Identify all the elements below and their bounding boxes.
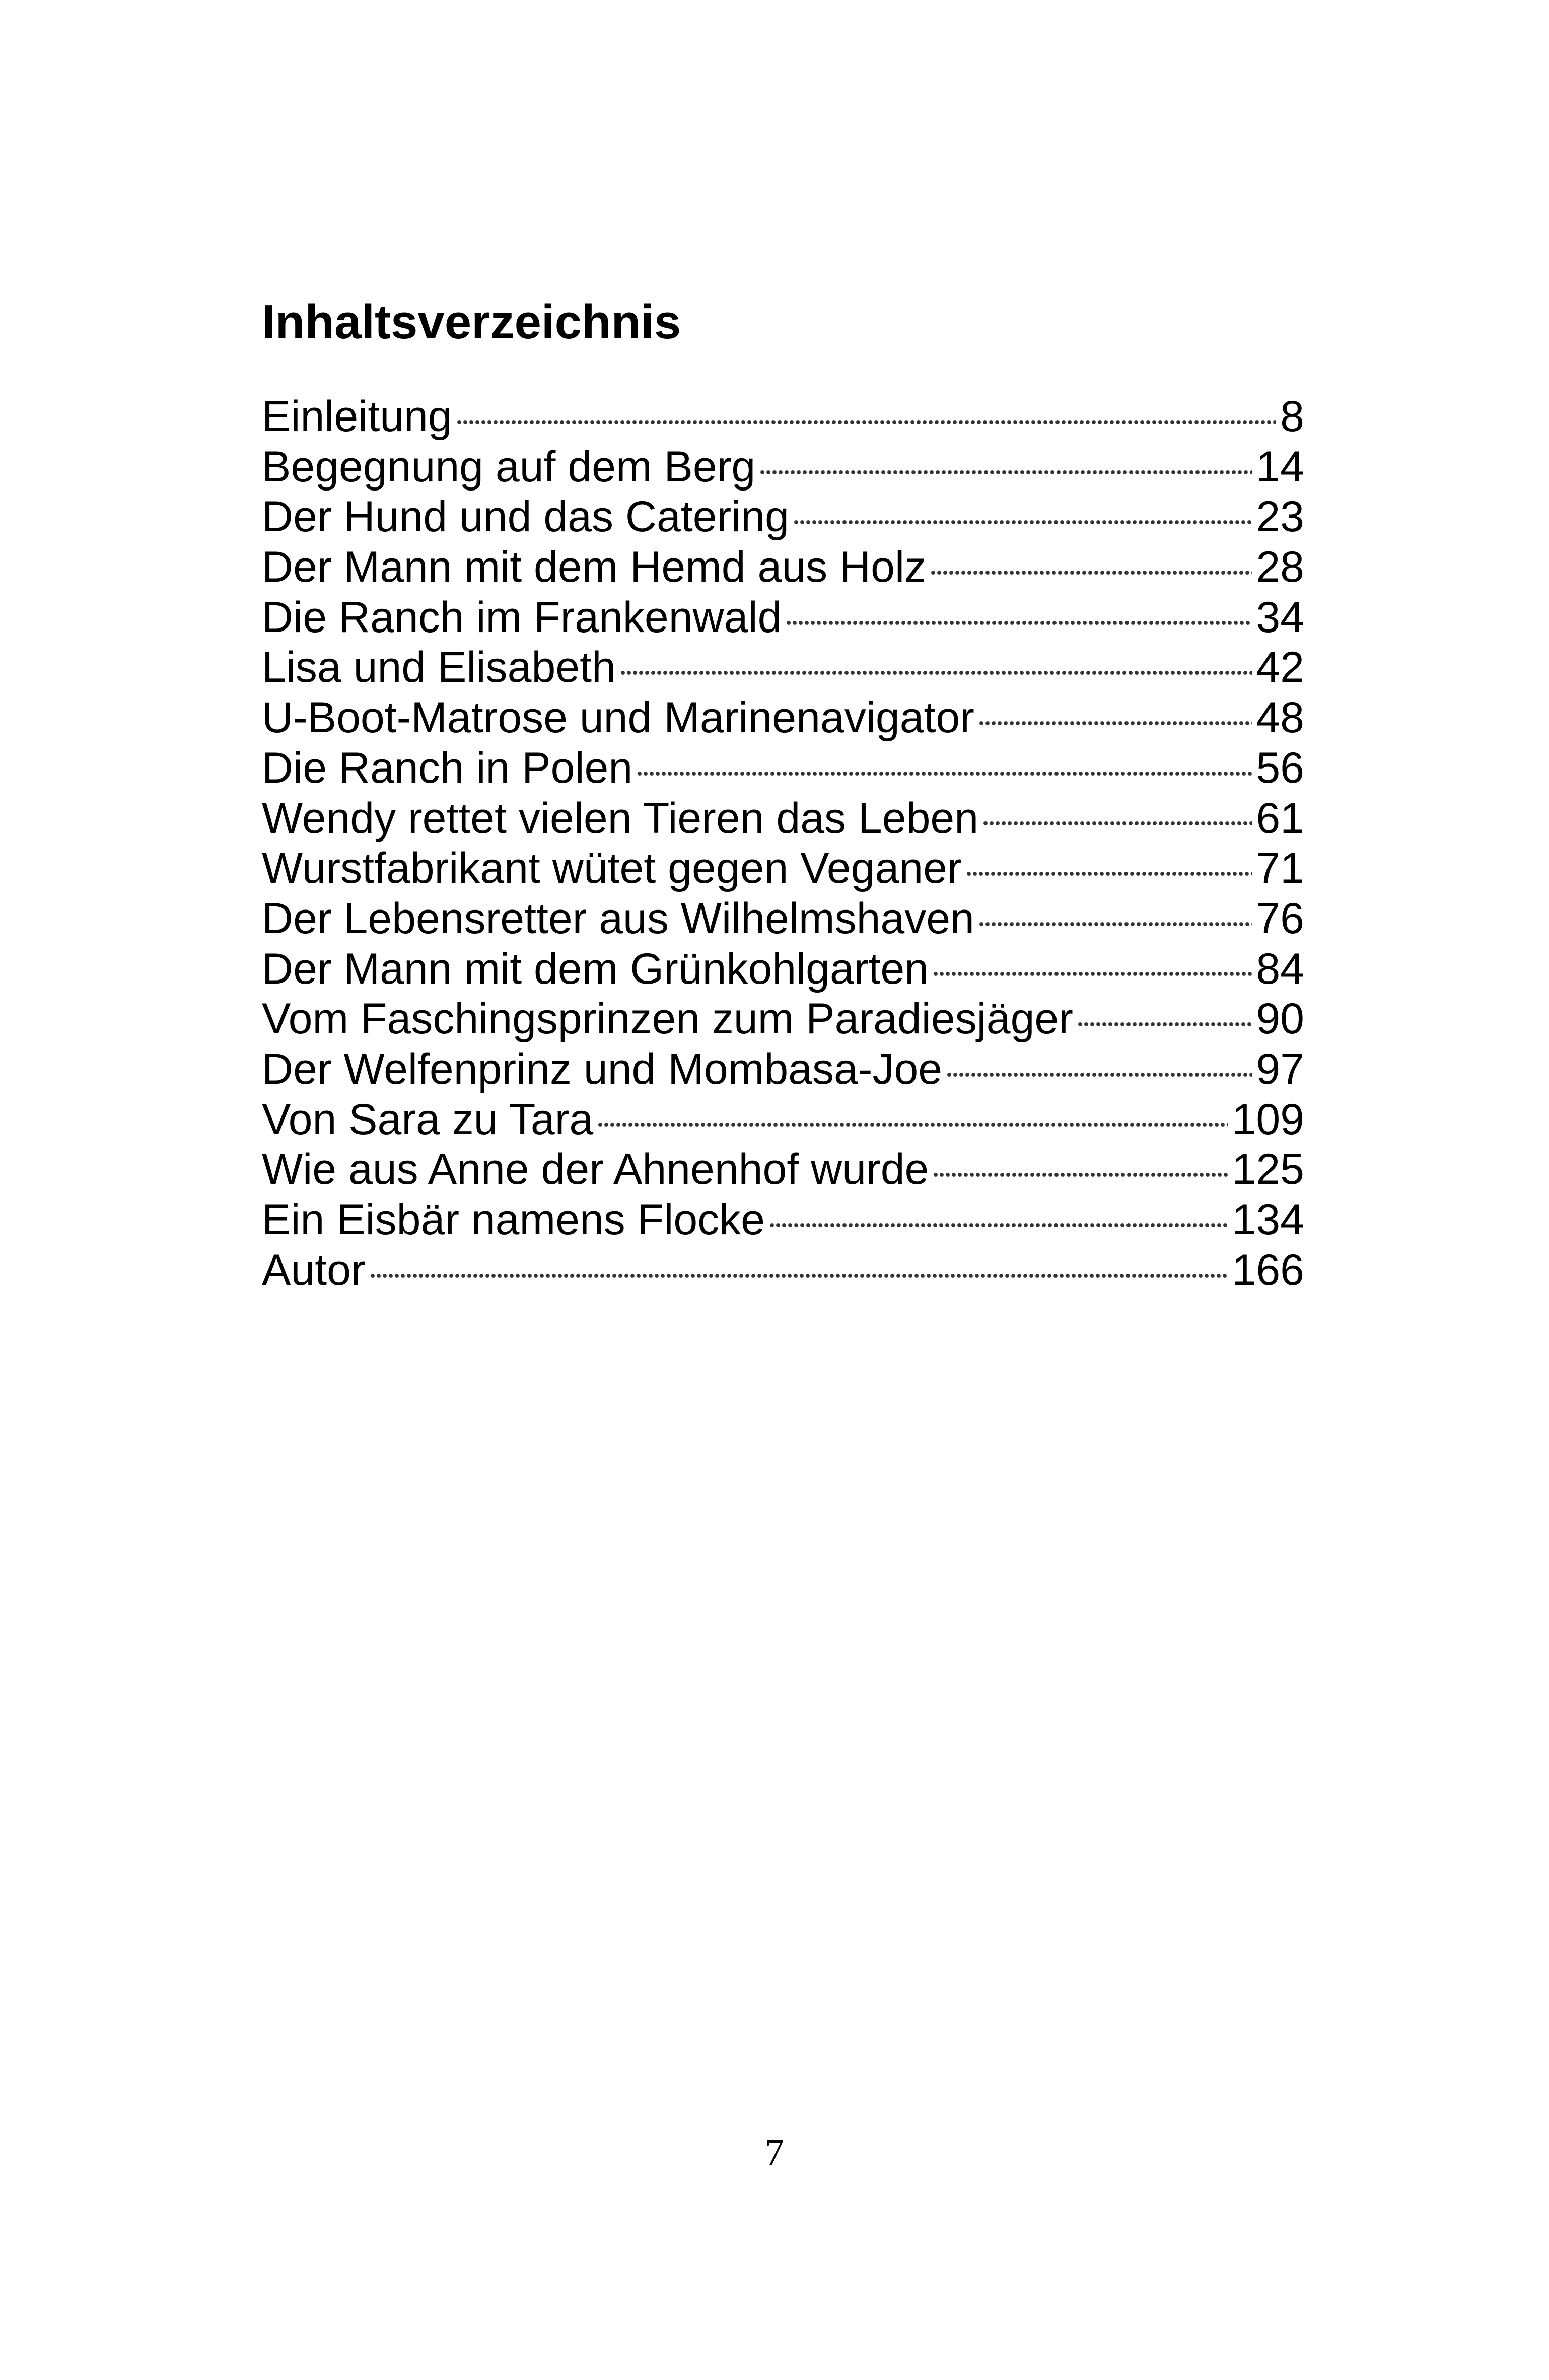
dot-leader [786, 620, 1252, 625]
toc-entry [262, 1145, 1304, 1195]
toc-entry [262, 1044, 1304, 1095]
toc-entry [262, 894, 1304, 944]
dot-leader [946, 1072, 1252, 1077]
toc-entry [262, 392, 1304, 442]
toc-entry-title: Begegnung auf dem Berg [262, 442, 756, 491]
dot-leader [769, 1223, 1228, 1228]
toc-entry-title: Einleitung [262, 392, 452, 441]
toc-entry-title: Wendy rettet vielen Tieren das Leben [262, 794, 979, 843]
toc-entry [262, 944, 1304, 995]
toc-entry-page: 76 [1256, 894, 1304, 943]
toc-entry [262, 643, 1304, 693]
toc-entry [262, 994, 1304, 1044]
toc-heading: Inhaltsverzeichnis [262, 295, 681, 349]
table-of-contents [262, 392, 1304, 1295]
toc-entry-title: Lisa und Elisabeth [262, 643, 616, 692]
toc-entry-title: Der Mann mit dem Hemd aus Holz [262, 543, 927, 592]
toc-entry-title: Die Ranch im Frankenwald [262, 593, 782, 642]
toc-entry [262, 593, 1304, 643]
dot-leader [370, 1273, 1228, 1278]
toc-entry [262, 542, 1304, 593]
dot-leader [637, 771, 1252, 776]
toc-entry-page: 97 [1256, 1044, 1304, 1093]
toc-entry-title: Wurstfabrikant wütet gegen Veganer [262, 844, 962, 893]
dot-leader [793, 520, 1252, 525]
toc-entry-page: 28 [1256, 543, 1304, 592]
toc-entry-page: 109 [1232, 1095, 1304, 1144]
dot-leader [1077, 1022, 1252, 1027]
toc-entry-page: 166 [1232, 1245, 1304, 1294]
toc-entry-page: 84 [1256, 944, 1304, 993]
toc-entry-title: U-Boot-Matrose und Marinenavigator [262, 693, 974, 742]
toc-entry-title: Ein Eisbär namens Flocke [262, 1196, 765, 1244]
dot-leader [933, 971, 1252, 976]
dot-leader [597, 1122, 1228, 1127]
dot-leader [456, 419, 1276, 425]
toc-entry-page: 71 [1256, 844, 1304, 893]
toc-entry-title: Der Lebensretter aus Wilhelmshaven [262, 894, 974, 943]
dot-leader [933, 1172, 1228, 1177]
toc-entry-page: 61 [1256, 794, 1304, 843]
toc-entry-title: Autor [262, 1245, 366, 1294]
dot-leader [966, 871, 1252, 876]
toc-entry [262, 693, 1304, 743]
dot-leader [759, 470, 1252, 475]
toc-entry-page: 42 [1256, 643, 1304, 692]
toc-entry [262, 743, 1304, 794]
toc-entry [262, 442, 1304, 493]
toc-entry-page: 125 [1232, 1145, 1304, 1194]
toc-entry-title: Die Ranch in Polen [262, 743, 633, 792]
toc-entry-page: 90 [1256, 995, 1304, 1043]
dot-leader [978, 721, 1252, 726]
toc-entry [262, 1095, 1304, 1145]
toc-entry-title: Wie aus Anne der Ahnenhof wurde [262, 1145, 929, 1194]
toc-entry-title: Der Welfenprinz und Mombasa-Joe [262, 1044, 943, 1093]
toc-entry-page: 56 [1256, 743, 1304, 792]
toc-entry-page: 23 [1256, 493, 1304, 541]
toc-entry [262, 794, 1304, 844]
toc-entry-page: 48 [1256, 693, 1304, 742]
toc-entry-page: 14 [1256, 442, 1304, 491]
toc-entry [262, 844, 1304, 894]
toc-entry-title: Der Mann mit dem Grünkohlgarten [262, 944, 929, 993]
toc-entry-title: Vom Faschingsprinzen zum Paradiesjäger [262, 995, 1073, 1043]
toc-entry-page: 34 [1256, 593, 1304, 642]
toc-entry-page: 8 [1280, 392, 1304, 441]
toc-entry-page: 134 [1232, 1196, 1304, 1244]
dot-leader [982, 821, 1252, 826]
dot-leader [620, 670, 1252, 675]
dot-leader [930, 570, 1252, 575]
toc-entry [262, 1195, 1304, 1245]
page-number: 7 [765, 2132, 784, 2174]
toc-entry [262, 492, 1304, 542]
dot-leader [978, 922, 1252, 927]
toc-entry [262, 1245, 1304, 1296]
toc-entry-title: Der Hund und das Catering [262, 493, 789, 541]
toc-entry-title: Von Sara zu Tara [262, 1095, 594, 1144]
